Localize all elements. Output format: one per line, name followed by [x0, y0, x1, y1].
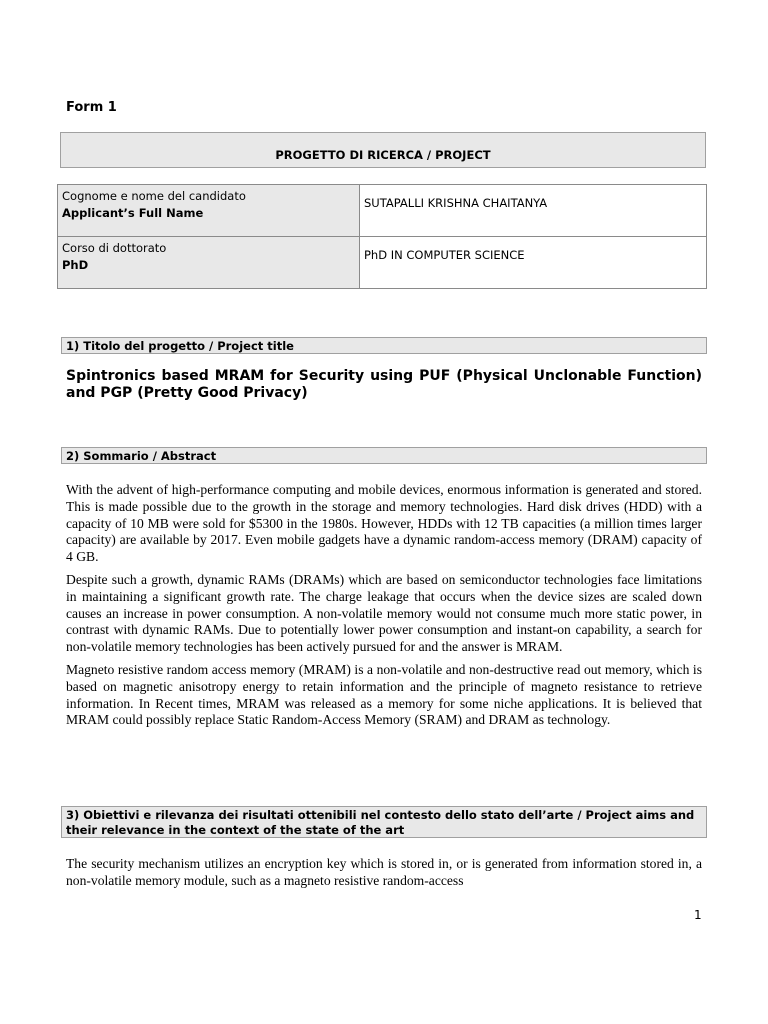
section-1-heading: 1) Titolo del progetto / Project title: [61, 337, 707, 354]
applicant-info-table: [57, 184, 707, 289]
course-label-cell: [58, 237, 360, 289]
abstract-paragraph-2: Despite such a growth, dynamic RAMs (DRAMs) which are based on semiconductor technologies face limitations in maintaining a significant growth rate. The charge leakage that occurs when the device sizes are scaled down causes an increase in power consumption. A non-volatile memory would not consume much more static power, in contrast with dynamic RAMs. Due to potentially lower power consumption and instant-on capability, a search for non-volatile memory technologies has been actively pursued for and the answer is MRAM.: [66, 571, 702, 655]
form-label: Form 1: [66, 100, 117, 115]
aims-paragraph-1: The security mechanism utilizes an encryption key which is stored in, or is generated from information stored in, a non-volatile memory module, such as a magneto resistive random-access: [66, 856, 702, 888]
aims-body: [66, 856, 702, 896]
abstract-body: [66, 482, 702, 735]
section-3-heading: 3) Obiettivi e rilevanza dei risultati ottenibili nel contesto dello stato dell’arte / Project aims and their relevance in the context of the state of the art: [61, 806, 707, 838]
applicant-name-value: SUTAPALLI KRISHNA CHAITANYA: [360, 185, 707, 237]
project-header: PROGETTO DI RICERCA / PROJECT: [60, 132, 706, 168]
abstract-paragraph-3: Magneto resistive random access memory (MRAM) is a non-volatile and non-destructive read out memory, which is based on magnetic anisotropy energy to retain information and the principle of magneto resistance to retrieve information. In Recent times, MRAM was released as a memory for some niche applications. It is believed that MRAM could possibly replace Static Random-Access Memory (SRAM) and DRAM as technology.: [66, 661, 702, 728]
table-row: [58, 237, 707, 289]
abstract-paragraph-1: With the advent of high-performance computing and mobile devices, enormous information is generated and stored. This is made possible due to the growth in the storage and memory technologies. Hard disk drives (HDD) with a capacity of 10 MB were sold for $5300 in the 1980s. However, HDDs with 12 TB capacities (a million times larger capacity) are available by 2017. Even mobile gadgets have a dynamic random-access memory (DRAM) capacity of 4 GB.: [66, 482, 702, 565]
project-title: Spintronics based MRAM for Security using PUF (Physical Unclonable Function) and PGP (Pretty Good Privacy): [66, 368, 702, 401]
course-value: PhD IN COMPUTER SCIENCE: [360, 237, 707, 289]
table-row: [58, 185, 707, 237]
page-number: 1: [694, 908, 702, 922]
applicant-label-cell: [58, 185, 360, 237]
course-label-it: Corso di dottorato: [62, 241, 167, 255]
applicant-label-it: Cognome e nome del candidato: [62, 189, 246, 203]
section-2-heading: 2) Sommario / Abstract: [61, 447, 707, 464]
applicant-label-en: Applicant’s Full Name: [62, 206, 204, 220]
course-label-en: PhD: [62, 258, 89, 272]
